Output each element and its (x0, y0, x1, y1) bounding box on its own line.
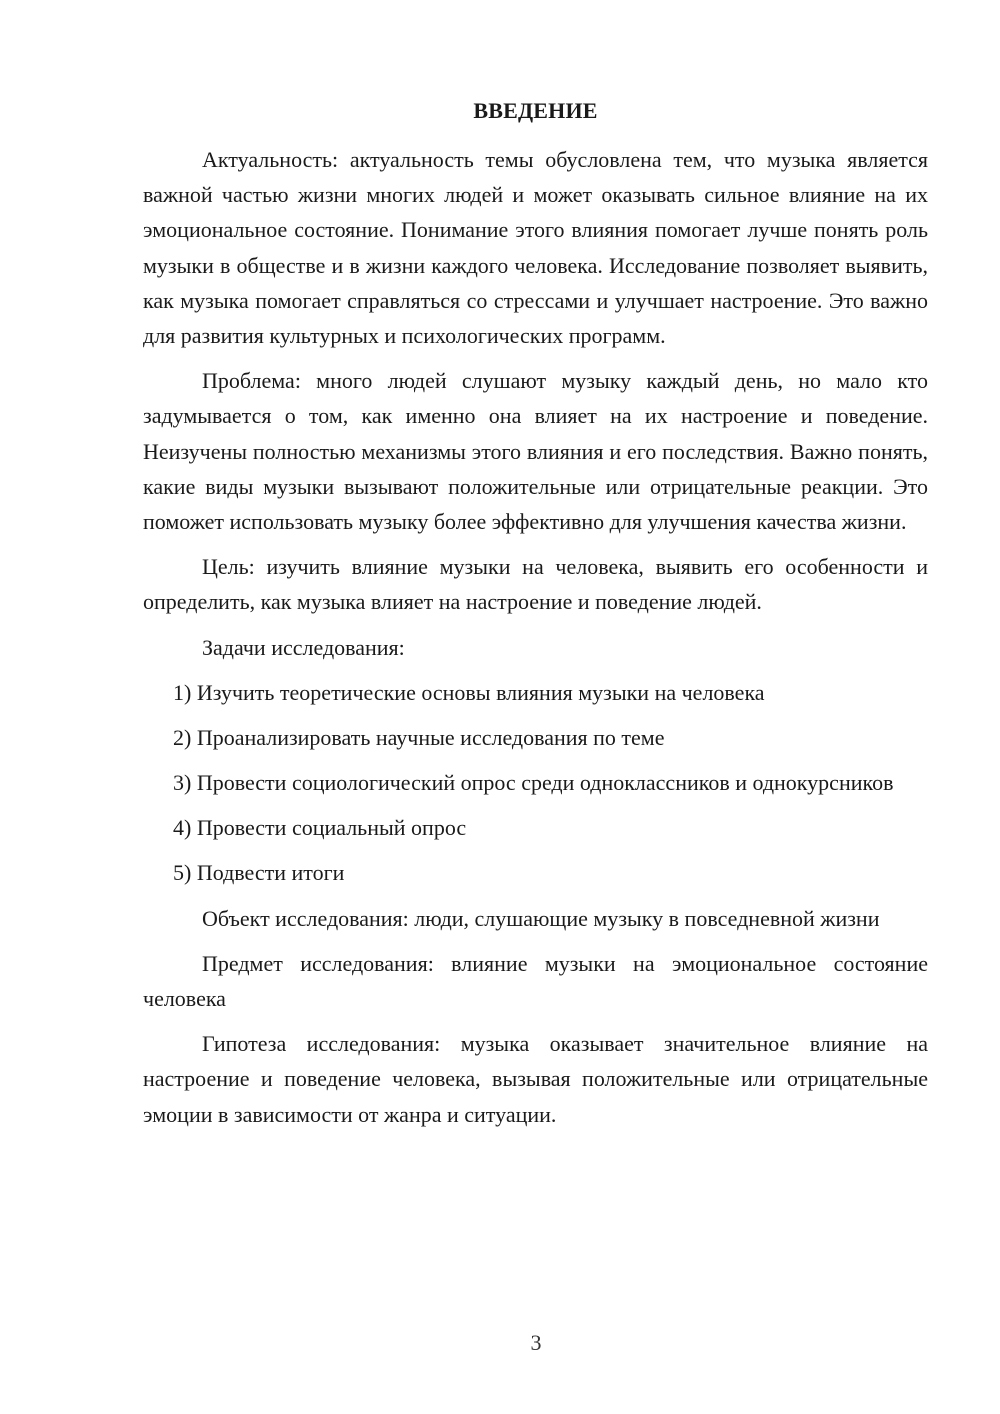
paragraph-goal: Цель: изучить влияние музыки на человека, выявить его особенности и определить, как музыка влияет на настроение и поведение людей. (143, 554, 928, 615)
tasks-label: Задачи исследования: (202, 634, 405, 660)
page-number: 3 (530, 1330, 542, 1355)
paragraph-hypothesis: Гипотеза исследования: музыка оказывает значительное влияние на настроение и поведение человека, вызывая положительные или отрицательные эмоции в зависимости от жанра и ситуации. (143, 1031, 928, 1127)
paragraph-relevance: Актуальность: актуальность темы обусловлена тем, что музыка является важной частью жизни многих людей и может оказывать сильное влияние на их эмоциональное состояние. Понимание этого влияния помогает лучше понять роль музыки в обществе и в жизни каждого человека. Исследование позволяет выявить, как музыка помогает справляться со стрессами и улучшает настроение. Это важно для развития культурных и психологических программ. (143, 147, 928, 349)
paragraph-object: Объект исследования: люди, слушающие музыку в повседневной жизни (202, 905, 880, 931)
task-item-3: 3) Провести социологический опрос среди одноклассников и однокурсников (173, 770, 894, 796)
task-item-4: 4) Провести социальный опрос (173, 815, 467, 841)
paragraph-problem: Проблема: много людей слушают музыку каждый день, но мало кто задумывается о том, как именно она влияет на их настроение и поведение. Неизучены полностью механизмы этого влияния и его последствия. Важно понять, какие виды музыки вызывают положительные или отрицательные реакции. Это поможет использовать музыку более эффективно для улучшения качества жизни. (143, 368, 928, 535)
task-item-2: 2) Проанализировать научные исследования по теме (173, 724, 665, 750)
page-content (143, 93, 928, 1142)
section-heading: ВВЕДЕНИЕ (473, 98, 598, 123)
paragraph-subject: Предмет исследования: влияние музыки на эмоциональное состояние человека (143, 950, 928, 1012)
task-item-5: 5) Подвести итоги (173, 860, 345, 886)
task-item-1: 1) Изучить теоретические основы влияния музыки на человека (173, 679, 765, 705)
